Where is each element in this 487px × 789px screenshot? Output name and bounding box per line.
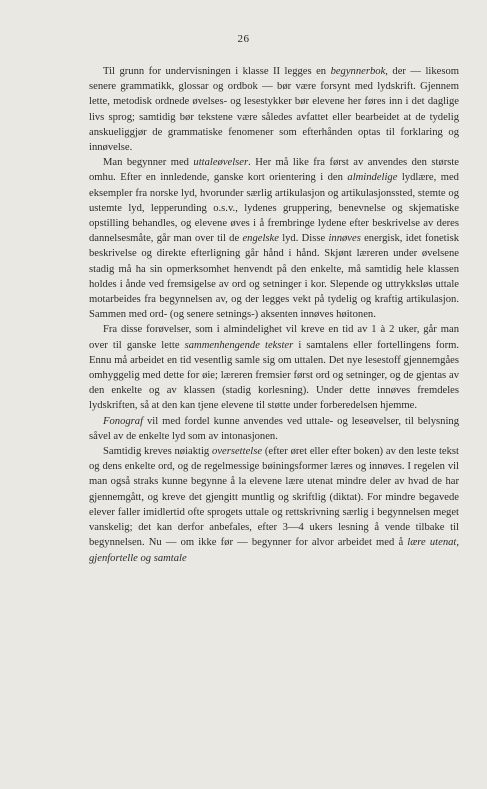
text-run: lyd. Disse (278, 233, 329, 245)
text-run: . Her må like fra først av anvendes den største omhu. Efter en innledende, ganske kort orientering i den (89, 157, 459, 184)
paragraph-4 (89, 414, 459, 444)
text-run: Til grunn for undervisningen i klasse II legges en (103, 66, 331, 77)
italic-run: oversettelse (212, 446, 263, 458)
paragraph-2 (89, 155, 459, 322)
page-number: 26 (237, 33, 250, 45)
italic-run: sammenhengende tekster (184, 339, 294, 351)
text-run: (efter øret eller efter boken) av den leste tekst og dens enkelte ord, og de regelmessige bøiningsformer læres og innøves. I regelen vil man også straks kunne begynne å la elevene lære utenat mindre deler av hvad de har gjennemgått, og kreve det gjengitt muntlig og skriftlig (diktat). For mindre begavede elever faller imidlertid ofte sprogets uttale og rettskrivning særlig i begynnelsen meget vanskelig; det kan derfor anbefales, efter 3—4 ukers lesning å vende tilbake til begynnelsen. Nu — om ikke før — begynner for alvor arbeidet med å (89, 446, 459, 549)
paragraph-5 (89, 444, 459, 566)
text-run: , der — likesom senere grammatikk, glossar og ordbok — bør være forsynt med lydskrift. Gjennem lette, metodisk ordnede øvelses- og lesestykker bør elevene her føres inn i det daglige livs sprog; samtidig bør tekstene være således avfattet eller bearbeidet at de tydelig anskueliggjør de grammatiske fenomener som efterhånden optas til forklaring og innøvelse. (89, 66, 460, 154)
body-text (89, 64, 459, 566)
text-run: vil med fordel kunne anvendes ved uttale- og leseøvelser, til belysning såvel av de enkelte lyd som av intonasjonen. (89, 415, 459, 442)
text-run: Samtidig kreves nøiaktig (103, 446, 213, 458)
text-run: lydlære, med eksempler fra norske lyd, hvorunder særlig artikulasjon og artikulasjonssted, stemte og ustemte lyd, lepperunding o.s.v., lydenes gruppering, benevnelse og skjematiske opstilling behandles, og elevene øves i å frembringe lydene efter beskrivelse av deres dannelsesmåte, går man over til de (89, 172, 459, 245)
italic-run: begynnerbok (330, 66, 386, 77)
italic-run: Fonograf (103, 415, 144, 427)
paragraph-1 (89, 64, 459, 155)
paragraph-3 (89, 322, 459, 413)
italic-run: innøves (328, 233, 361, 245)
text-run: Man begynner med (103, 157, 194, 169)
italic-run: almindelige (347, 172, 398, 184)
italic-run: uttaleøvelser (193, 157, 249, 169)
text-run: Fra disse forøvelser, som i almindelighet vil kreve en tid av 1 à 2 uker, går man over til ganske lette (89, 324, 459, 351)
italic-run: engelske (242, 233, 279, 245)
text-run: i samtalens eller fortellingens form. Ennu må arbeidet en tid vesentlig samle sig om uttalen. Det nye lesestoff gjennemgåes omhyggelig med dette for øie; læreren fremsier først ord og setninger, og de gjentas av den enkelte og av klassen (stadig korlesning). Under dette innøves fremdeles lydskriften, så at den kan tjene elevene til støtte under forberedelsen hjemme. (89, 339, 459, 412)
text-run: energisk, idet fonetisk beskrivelse og direkte efterligning går hånd i hånd. Skjønt læreren under øvelsene stadig må ha sin opmerksomhet henvendt på den enkelte, må samtidig hele klassen holdes i ånde ved fremsigelse av ord og setninger i kor. Slepende og uttrykksløs uttale motarbeides fra begynnelsen av, og der legges vekt på tydelig og kraftig artikulasjon. Sammen med ord- (og senere setnings-) aksenten innøves høitonen. (89, 233, 459, 321)
italic-run: lære utenat, gjenfortelle og samtale (89, 537, 460, 564)
